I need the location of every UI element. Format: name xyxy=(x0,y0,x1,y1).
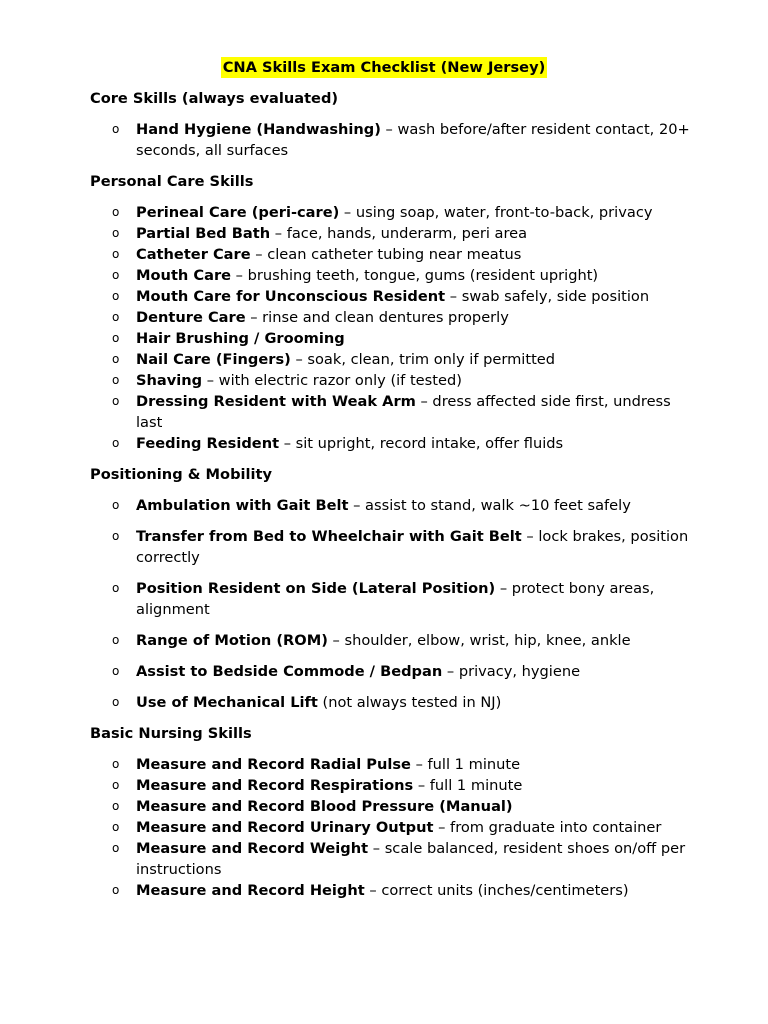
core-skills-list xyxy=(90,119,690,161)
item-name: Denture Care xyxy=(136,309,246,326)
list-item xyxy=(90,370,690,391)
item-detail: – face, hands, underarm, peri area xyxy=(270,225,528,242)
bullet-icon: o xyxy=(112,247,120,261)
item-name: Measure and Record Respirations xyxy=(136,777,414,794)
bullet-icon: o xyxy=(112,498,120,512)
item-name: Measure and Record Weight xyxy=(136,840,369,857)
list-item xyxy=(90,244,690,265)
item-name: Assist to Bedside Commode / Bedpan xyxy=(136,663,443,680)
item-name: Ambulation with Gait Belt xyxy=(136,497,349,514)
bullet-icon: o xyxy=(112,799,120,813)
list-item xyxy=(90,391,690,433)
item-name: Measure and Record Blood Pressure (Manual) xyxy=(136,798,513,815)
bullet-icon: o xyxy=(112,664,120,678)
item-name: Shaving xyxy=(136,372,203,389)
bullet-icon: o xyxy=(112,820,120,834)
item-detail: – full 1 minute xyxy=(410,756,521,773)
item-detail: – with electric razor only (if tested) xyxy=(202,372,462,389)
item-detail: – shoulder, elbow, wrist, hip, knee, ankle xyxy=(327,632,631,649)
section-heading-positioning-mobility: Positioning & Mobility xyxy=(90,466,273,483)
item-detail: – rinse and clean dentures properly xyxy=(245,309,509,326)
item-detail: – assist to stand, walk ~10 feet safely xyxy=(348,497,631,514)
bullet-icon: o xyxy=(112,394,120,408)
list-item xyxy=(90,349,690,370)
bullet-icon: o xyxy=(112,226,120,240)
item-name: Hand Hygiene (Handwashing) xyxy=(136,121,381,138)
checklist-content xyxy=(90,88,690,911)
list-item xyxy=(90,838,690,880)
item-name: Nail Care (Fingers) xyxy=(136,351,291,368)
section-heading-basic-nursing: Basic Nursing Skills xyxy=(90,725,252,742)
item-detail: – correct units (inches/centimeters) xyxy=(364,882,629,899)
item-detail: – scale balanced, resident shoes on/off per instructions xyxy=(136,840,686,878)
list-item xyxy=(90,578,690,620)
item-name: Transfer from Bed to Wheelchair with Gait Belt xyxy=(136,528,522,545)
item-detail: – privacy, hygiene xyxy=(442,663,581,680)
item-name: Measure and Record Urinary Output xyxy=(136,819,434,836)
list-item xyxy=(90,880,690,901)
bullet-icon: o xyxy=(112,633,120,647)
list-item xyxy=(90,495,690,516)
section-heading-personal-care: Personal Care Skills xyxy=(90,173,254,190)
list-item xyxy=(90,817,690,838)
item-detail: (not always tested in NJ) xyxy=(317,694,502,711)
item-detail: – from graduate into container xyxy=(433,819,662,836)
bullet-icon: o xyxy=(112,581,120,595)
basic-nursing-list xyxy=(90,754,690,901)
list-item xyxy=(90,775,690,796)
item-detail: – clean catheter tubing near meatus xyxy=(250,246,522,263)
bullet-icon: o xyxy=(112,310,120,324)
list-item xyxy=(90,202,690,223)
bullet-icon: o xyxy=(112,289,120,303)
item-name: Catheter Care xyxy=(136,246,251,263)
item-detail: – dress affected side first, undress last xyxy=(136,393,671,431)
bullet-icon: o xyxy=(112,122,120,136)
title-wrap xyxy=(0,57,768,78)
bullet-icon: o xyxy=(112,436,120,450)
item-detail: – protect bony areas, alignment xyxy=(136,580,655,618)
item-detail: – sit upright, record intake, offer fluids xyxy=(279,435,564,452)
item-name: Use of Mechanical Lift xyxy=(136,694,318,711)
item-name: Dressing Resident with Weak Arm xyxy=(136,393,416,410)
bullet-icon: o xyxy=(112,757,120,771)
bullet-icon: o xyxy=(112,695,120,709)
list-item xyxy=(90,526,690,568)
item-name: Hair Brushing / Grooming xyxy=(136,330,345,347)
list-item xyxy=(90,754,690,775)
bullet-icon: o xyxy=(112,778,120,792)
item-detail: – brushing teeth, tongue, gums (resident upright) xyxy=(231,267,599,284)
item-detail: – wash before/after resident contact, 20+ seconds, all surfaces xyxy=(136,121,690,159)
personal-care-list xyxy=(90,202,690,454)
item-name: Range of Motion (ROM) xyxy=(136,632,328,649)
item-name: Mouth Care for Unconscious Resident xyxy=(136,288,446,305)
bullet-icon: o xyxy=(112,373,120,387)
list-item xyxy=(90,119,690,161)
bullet-icon: o xyxy=(112,352,120,366)
list-item xyxy=(90,630,690,651)
item-detail: – full 1 minute xyxy=(413,777,523,794)
list-item xyxy=(90,328,690,349)
bullet-icon: o xyxy=(112,331,120,345)
positioning-mobility-list xyxy=(90,495,690,713)
bullet-icon: o xyxy=(112,529,120,543)
item-detail: – lock brakes, position correctly xyxy=(136,528,689,566)
list-item xyxy=(90,265,690,286)
section-heading-core-skills: Core Skills (always evaluated) xyxy=(90,90,339,107)
list-item xyxy=(90,286,690,307)
item-name: Partial Bed Bath xyxy=(136,225,271,242)
item-detail: – swab safely, side position xyxy=(445,288,650,305)
bullet-icon: o xyxy=(112,883,120,897)
bullet-icon: o xyxy=(112,268,120,282)
item-name: Feeding Resident xyxy=(136,435,280,452)
item-name: Measure and Record Height xyxy=(136,882,365,899)
item-name: Position Resident on Side (Lateral Position) xyxy=(136,580,496,597)
item-name: Perineal Care (peri-care) xyxy=(136,204,340,221)
bullet-icon: o xyxy=(112,841,120,855)
list-item xyxy=(90,223,690,244)
list-item xyxy=(90,796,690,817)
list-item xyxy=(90,307,690,328)
list-item xyxy=(90,661,690,682)
item-name: Mouth Care xyxy=(136,267,232,284)
list-item xyxy=(90,433,690,454)
page-title: CNA Skills Exam Checklist (New Jersey) xyxy=(222,59,546,76)
item-detail: – using soap, water, front-to-back, privacy xyxy=(339,204,653,221)
item-name: Measure and Record Radial Pulse xyxy=(136,756,411,773)
bullet-icon: o xyxy=(112,205,120,219)
item-detail: – soak, clean, trim only if permitted xyxy=(290,351,556,368)
list-item xyxy=(90,692,690,713)
